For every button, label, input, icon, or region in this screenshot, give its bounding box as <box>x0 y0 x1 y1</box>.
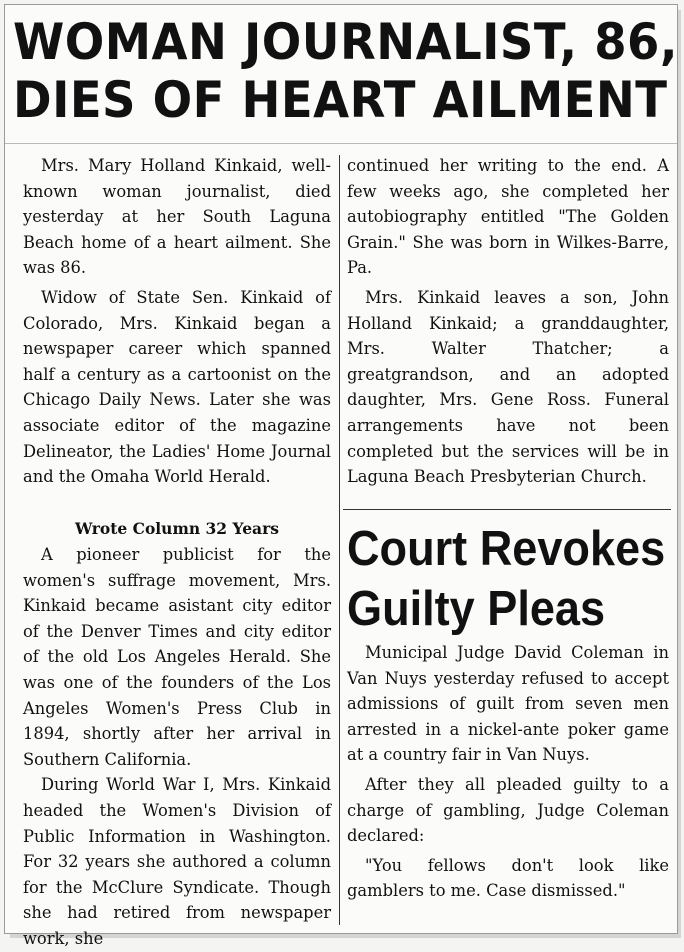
court-headline <box>347 519 666 639</box>
headline-rule <box>5 143 677 144</box>
headline-line-1: WOMAN JOURNALIST, 86, <box>13 13 678 71</box>
obituary-paragraph: A pioneer publicist for the women's suffrage movement, Mrs. Kinkaid became asistant city editor of the Denver Times and city editor of the old Los Angeles Herald. She was one of the founders of the Los Angeles Women's Press Club in 1894, shortly after her arrival in Southern California. <box>23 545 331 769</box>
obituary-paragraph: continued her writing to the end. A few weeks ago, she completed her autobiography entitled "The Golden Grain." She was born in Wilkes-Barre, Pa. <box>347 156 669 278</box>
obituary-paragraph: Mrs. Kinkaid leaves a son, John Holland Kinkaid; a granddaughter, Mrs. Walter Thatcher; a greatgrandson, and an adopted daughter, Mrs. Gene Ross. Funeral arrangements have not been completed but the services will be in Laguna Beach Presbyterian Church. <box>347 287 669 487</box>
court-paragraph: Municipal Judge David Coleman in Van Nuys yesterday refused to accept admissions of guilt from seven men arrested in a nickel-ante poker game at a country fair in Van Nuys. <box>347 643 669 765</box>
court-headline-line-2: Guilty Pleas <box>347 582 606 636</box>
court-paragraph: After they all pleaded guilty to a charge of gambling, Judge Coleman declared: <box>347 774 669 846</box>
court-headline-line-1: Court Revokes <box>347 522 666 576</box>
obituary-paragraph: Widow of State Sen. Kinkaid of Colorado, Mrs. Kinkaid began a newspaper career which spanned half a century as a cartoonist on the Chicago Daily News. Later she was associate editor of the magazine Delineator, the Ladies' Home Journal and the Omaha World Herald. <box>23 287 331 487</box>
newspaper-clipping <box>4 4 678 948</box>
court-paragraph: "You fellows don't look like gamblers to me. Case dismissed." <box>347 855 669 901</box>
court-article-body <box>347 640 669 904</box>
obituary-subhead: Wrote Column 32 Years <box>74 519 279 538</box>
obituary-headline <box>13 13 678 129</box>
headline-line-2: DIES OF HEART AILMENT <box>13 71 668 129</box>
obituary-paragraph: During World War I, Mrs. Kinkaid headed the Women's Division of Public Information in Washington. For 32 years she authored a column for the McClure Syndicate. Though she had retired from newspaper work, she <box>23 775 331 948</box>
obituary-paragraph: Mrs. Mary Holland Kinkaid, well-known woman journalist, died yesterday at her South Laguna Beach home of a heart ailment. She was 86. <box>23 156 331 278</box>
obituary-column-left-continued <box>23 542 331 952</box>
article-divider <box>343 509 671 510</box>
column-rule <box>339 155 340 925</box>
obituary-column-right <box>347 153 669 490</box>
obituary-column-left <box>23 153 331 490</box>
